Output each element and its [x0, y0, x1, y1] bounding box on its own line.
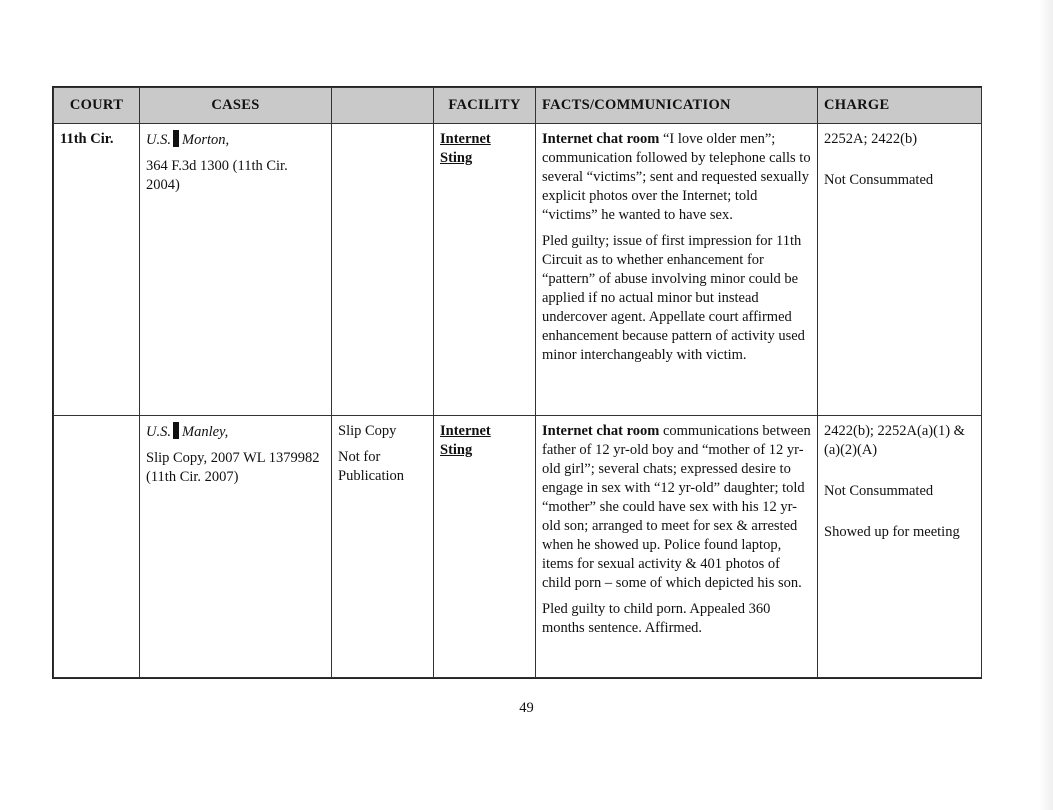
facts-paragraph-2: Pled guilty; issue of first impression for 11th Circuit as to whether enhancement for “pattern” of abuse involving minor could be applied if no actual minor but instead undercover agent. Appellate court affirmed enhancement because pattern of activity used minor interchangeably with victim. — [542, 233, 805, 363]
facts-paragraph-1 — [542, 422, 811, 593]
case-prefix: U.S. — [146, 424, 171, 440]
court-cell — [54, 416, 140, 678]
redaction-mark — [173, 130, 179, 147]
facts-paragraph-1 — [542, 130, 811, 225]
status-cell — [332, 416, 434, 678]
facts-cell — [536, 124, 818, 416]
case-citation: 364 F.3d 1300 (11th Cir. 2004) — [146, 158, 288, 193]
facility-cell — [434, 416, 536, 678]
table-row — [54, 124, 982, 416]
case-name: Manley, — [181, 424, 229, 440]
header-facts: FACTS/COMMUNICATION — [536, 88, 818, 124]
facility-cell — [434, 124, 536, 416]
case-cell — [140, 124, 332, 416]
page-number: 49 — [519, 700, 534, 716]
facility-line-2: Sting — [440, 150, 473, 166]
charge-cell — [818, 124, 982, 416]
case-table — [52, 86, 982, 679]
table-row — [54, 416, 982, 678]
facts-text: communications between father of 12 yr-old boy and “mother of 12 yr-old girl”; several chats; expressed desire to engage in sex with “12 yr-old” daughter; told “mother” she could have sex with his 12 yr-old son; arranged to meet for sex & arrested when he showed up. Police found laptop, items for sexual activity & 401 photos of child porn – some of which depicted his son. — [542, 423, 811, 591]
case-table-grid — [53, 87, 982, 678]
court-label: 11th Cir. — [60, 131, 114, 147]
facts-text: “I love older men”; communication followed by telephone calls to several “victims”; sent and requested sexually explicit photos over the Internet; told “victims” he wanted to have sex. — [542, 131, 811, 223]
facility-line-1: Internet — [440, 131, 491, 147]
charge-statutes: 2422(b); 2252A(a)(1) & (a)(2)(A) — [824, 423, 965, 458]
charge-cell — [818, 416, 982, 678]
case-citation: Slip Copy, 2007 WL 1379982 (11th Cir. 2007) — [146, 450, 320, 485]
case-name: Morton, — [181, 132, 230, 148]
header-row — [54, 88, 982, 124]
status-line-2: Not for Publication — [338, 449, 405, 484]
status-line-1: Slip Copy — [338, 423, 397, 439]
redaction-mark — [173, 422, 179, 439]
case-cell — [140, 416, 332, 678]
header-facility: FACILITY — [434, 88, 536, 124]
charge-note: Showed up for meeting — [824, 524, 960, 540]
facts-lead: Internet chat room — [542, 131, 660, 147]
facts-paragraph-2: Pled guilty to child porn. Appealed 360 months sentence. Affirmed. — [542, 601, 771, 636]
court-cell — [54, 124, 140, 416]
charge-statutes: 2252A; 2422(b) — [824, 131, 918, 147]
header-cases: CASES — [140, 88, 332, 124]
facts-cell — [536, 416, 818, 678]
header-charge: CHARGE — [818, 88, 982, 124]
facility-line-1: Internet — [440, 423, 491, 439]
header-status — [332, 88, 434, 124]
header-court: COURT — [54, 88, 140, 124]
case-prefix: U.S. — [146, 132, 171, 148]
charge-outcome: Not Consummated — [824, 483, 934, 499]
charge-outcome: Not Consummated — [824, 172, 934, 188]
status-cell — [332, 124, 434, 416]
facility-line-2: Sting — [440, 442, 473, 458]
scan-edge-shadow — [1039, 0, 1053, 810]
facts-lead: Internet chat room — [542, 423, 660, 439]
